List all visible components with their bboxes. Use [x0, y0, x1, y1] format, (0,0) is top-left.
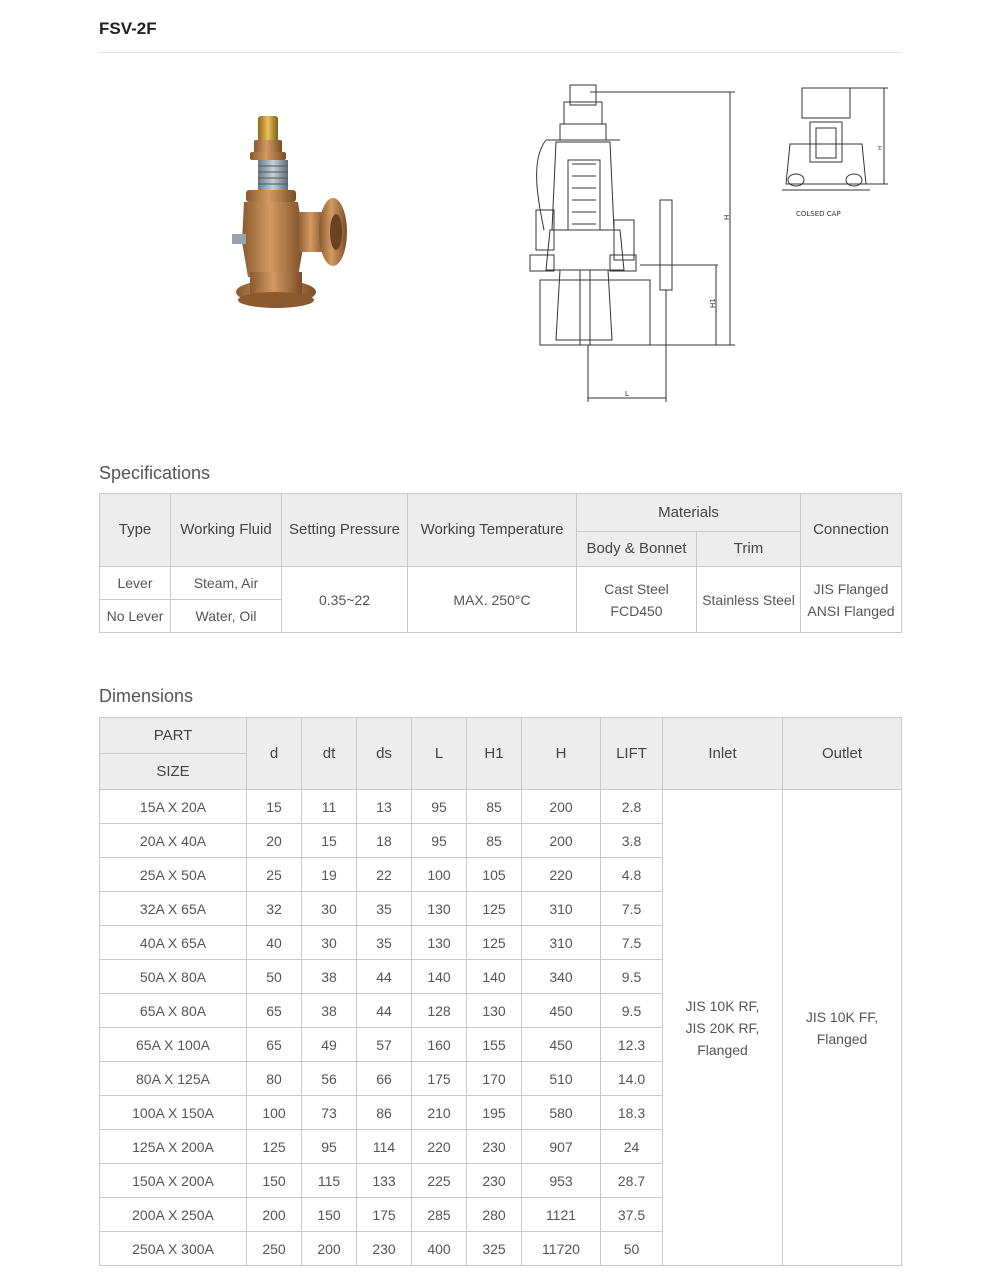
specifications-table	[99, 493, 902, 633]
header-dt: dt	[302, 718, 357, 790]
h1-cell: 125	[467, 926, 522, 960]
lift-cell: 24	[601, 1130, 663, 1164]
l-cell: 210	[412, 1096, 467, 1130]
h-cell: 450	[522, 994, 601, 1028]
header-part: PART	[100, 718, 247, 754]
h1-cell: 170	[467, 1062, 522, 1096]
valve-photo	[228, 112, 358, 312]
ds-cell: 22	[357, 858, 412, 892]
dt-cell: 115	[302, 1164, 357, 1198]
l-cell: 130	[412, 926, 467, 960]
ds-cell: 230	[357, 1232, 412, 1266]
header-connection: Connection	[801, 494, 902, 567]
h-dim-label: H	[723, 214, 731, 220]
h1-cell: 140	[467, 960, 522, 994]
h-cell: 450	[522, 1028, 601, 1062]
d-cell: 150	[247, 1164, 302, 1198]
d-cell: 65	[247, 1028, 302, 1062]
lift-cell: 2.8	[601, 790, 663, 824]
l-dim-label: L	[625, 390, 629, 398]
h-cell: 953	[522, 1164, 601, 1198]
l-cell: 225	[412, 1164, 467, 1198]
closed-cap-drawing	[776, 84, 892, 224]
dimensions-title: Dimensions	[99, 686, 194, 706]
ds-cell: 35	[357, 892, 412, 926]
header-materials: Materials	[577, 494, 801, 532]
header-l: L	[412, 718, 467, 790]
fluid-cell: Water, Oil	[171, 600, 282, 633]
h1-cell: 85	[467, 824, 522, 858]
h-cell: 220	[522, 858, 601, 892]
size-cell: 50A X 80A	[100, 960, 247, 994]
dt-cell: 73	[302, 1096, 357, 1130]
l-cell: 140	[412, 960, 467, 994]
header-working-temperature: Working Temperature	[408, 494, 577, 567]
header-ds: ds	[357, 718, 412, 790]
specifications-title: Specifications	[99, 463, 211, 483]
d-cell: 25	[247, 858, 302, 892]
header-trim: Trim	[697, 532, 801, 567]
h-cell: 200	[522, 790, 601, 824]
lift-cell: 37.5	[601, 1198, 663, 1232]
title-divider	[99, 52, 901, 53]
h-cell: 580	[522, 1096, 601, 1130]
lift-cell: 28.7	[601, 1164, 663, 1198]
h1-cell: 105	[467, 858, 522, 892]
h1-cell: 130	[467, 994, 522, 1028]
h1-dim-label: H1	[709, 298, 717, 308]
ds-cell: 175	[357, 1198, 412, 1232]
d-cell: 65	[247, 994, 302, 1028]
outlet-cell: JIS 10K FF, Flanged	[783, 790, 902, 1266]
cap-caption: COLSED CAP	[796, 210, 841, 218]
dt-cell: 49	[302, 1028, 357, 1062]
l-cell: 100	[412, 858, 467, 892]
table-row	[100, 790, 902, 824]
l-cell: 160	[412, 1028, 467, 1062]
header-h1: H1	[467, 718, 522, 790]
size-cell: 15A X 20A	[100, 790, 247, 824]
d-cell: 32	[247, 892, 302, 926]
ds-cell: 18	[357, 824, 412, 858]
size-cell: 65A X 100A	[100, 1028, 247, 1062]
h-cell: 907	[522, 1130, 601, 1164]
temperature-cell: MAX. 250°C	[408, 567, 577, 633]
dt-cell: 38	[302, 960, 357, 994]
type-cell: Lever	[100, 567, 171, 600]
type-cell: No Lever	[100, 600, 171, 633]
l-cell: 128	[412, 994, 467, 1028]
l-cell: 95	[412, 790, 467, 824]
header-d: d	[247, 718, 302, 790]
h1-cell: 195	[467, 1096, 522, 1130]
l-cell: 95	[412, 824, 467, 858]
size-cell: 65A X 80A	[100, 994, 247, 1028]
h1-cell: 280	[467, 1198, 522, 1232]
size-cell: 20A X 40A	[100, 824, 247, 858]
size-cell: 25A X 50A	[100, 858, 247, 892]
l-cell: 175	[412, 1062, 467, 1096]
d-cell: 250	[247, 1232, 302, 1266]
size-cell: 150A X 200A	[100, 1164, 247, 1198]
lift-cell: 9.5	[601, 960, 663, 994]
h-cell: 310	[522, 892, 601, 926]
inlet-cell: JIS 10K RF, JIS 20K RF, Flanged	[663, 790, 783, 1266]
header-body-bonnet: Body & Bonnet	[577, 532, 697, 567]
trim-cell: Stainless Steel	[697, 567, 801, 633]
ds-cell: 86	[357, 1096, 412, 1130]
l-cell: 285	[412, 1198, 467, 1232]
connection-cell: JIS Flanged ANSI Flanged	[801, 567, 902, 633]
size-cell: 32A X 65A	[100, 892, 247, 926]
size-cell: 40A X 65A	[100, 926, 247, 960]
lift-cell: 7.5	[601, 926, 663, 960]
table-row	[100, 567, 902, 600]
header-h: H	[522, 718, 601, 790]
lift-cell: 50	[601, 1232, 663, 1266]
lift-cell: 14.0	[601, 1062, 663, 1096]
ds-cell: 66	[357, 1062, 412, 1096]
h1-cell: 85	[467, 790, 522, 824]
body-bonnet-cell: Cast Steel FCD450	[577, 567, 697, 633]
dt-cell: 15	[302, 824, 357, 858]
lift-cell: 9.5	[601, 994, 663, 1028]
size-cell: 250A X 300A	[100, 1232, 247, 1266]
h1-cell: 230	[467, 1164, 522, 1198]
ds-cell: 114	[357, 1130, 412, 1164]
valve-section-drawing	[520, 80, 745, 405]
h-cell: 11720	[522, 1232, 601, 1266]
dt-cell: 19	[302, 858, 357, 892]
h1-cell: 125	[467, 892, 522, 926]
ds-cell: 13	[357, 790, 412, 824]
h-cell: 510	[522, 1062, 601, 1096]
h-cell: 340	[522, 960, 601, 994]
ds-cell: 57	[357, 1028, 412, 1062]
d-cell: 125	[247, 1130, 302, 1164]
size-cell: 200A X 250A	[100, 1198, 247, 1232]
size-cell: 125A X 200A	[100, 1130, 247, 1164]
header-outlet: Outlet	[783, 718, 902, 790]
lift-cell: 4.8	[601, 858, 663, 892]
h1-cell: 230	[467, 1130, 522, 1164]
lift-cell: 12.3	[601, 1028, 663, 1062]
h1-cell: 325	[467, 1232, 522, 1266]
header-setting-pressure: Setting Pressure	[282, 494, 408, 567]
header-size: SIZE	[100, 754, 247, 790]
ds-cell: 44	[357, 994, 412, 1028]
lift-cell: 7.5	[601, 892, 663, 926]
h1-cell: 155	[467, 1028, 522, 1062]
lift-cell: 3.8	[601, 824, 663, 858]
d-cell: 15	[247, 790, 302, 824]
d-cell: 80	[247, 1062, 302, 1096]
fluid-cell: Steam, Air	[171, 567, 282, 600]
dimensions-table	[99, 717, 902, 1266]
ds-cell: 133	[357, 1164, 412, 1198]
l-cell: 130	[412, 892, 467, 926]
dt-cell: 11	[302, 790, 357, 824]
size-cell: 100A X 150A	[100, 1096, 247, 1130]
dt-cell: 150	[302, 1198, 357, 1232]
d-cell: 100	[247, 1096, 302, 1130]
dt-cell: 30	[302, 926, 357, 960]
d-cell: 40	[247, 926, 302, 960]
header-working-fluid: Working Fluid	[171, 494, 282, 567]
dt-cell: 30	[302, 892, 357, 926]
dt-cell: 200	[302, 1232, 357, 1266]
dt-cell: 95	[302, 1130, 357, 1164]
header-inlet: Inlet	[663, 718, 783, 790]
product-title: FSV-2F	[99, 19, 157, 38]
ds-cell: 44	[357, 960, 412, 994]
header-lift: LIFT	[601, 718, 663, 790]
h-cell: 1121	[522, 1198, 601, 1232]
header-type: Type	[100, 494, 171, 567]
size-cell: 80A X 125A	[100, 1062, 247, 1096]
h-cell: 310	[522, 926, 601, 960]
h-cell: 200	[522, 824, 601, 858]
d-cell: 20	[247, 824, 302, 858]
cap-h-label: H	[877, 145, 884, 150]
pressure-cell: 0.35~22	[282, 567, 408, 633]
ds-cell: 35	[357, 926, 412, 960]
d-cell: 50	[247, 960, 302, 994]
l-cell: 400	[412, 1232, 467, 1266]
l-cell: 220	[412, 1130, 467, 1164]
lift-cell: 18.3	[601, 1096, 663, 1130]
d-cell: 200	[247, 1198, 302, 1232]
dt-cell: 56	[302, 1062, 357, 1096]
dt-cell: 38	[302, 994, 357, 1028]
